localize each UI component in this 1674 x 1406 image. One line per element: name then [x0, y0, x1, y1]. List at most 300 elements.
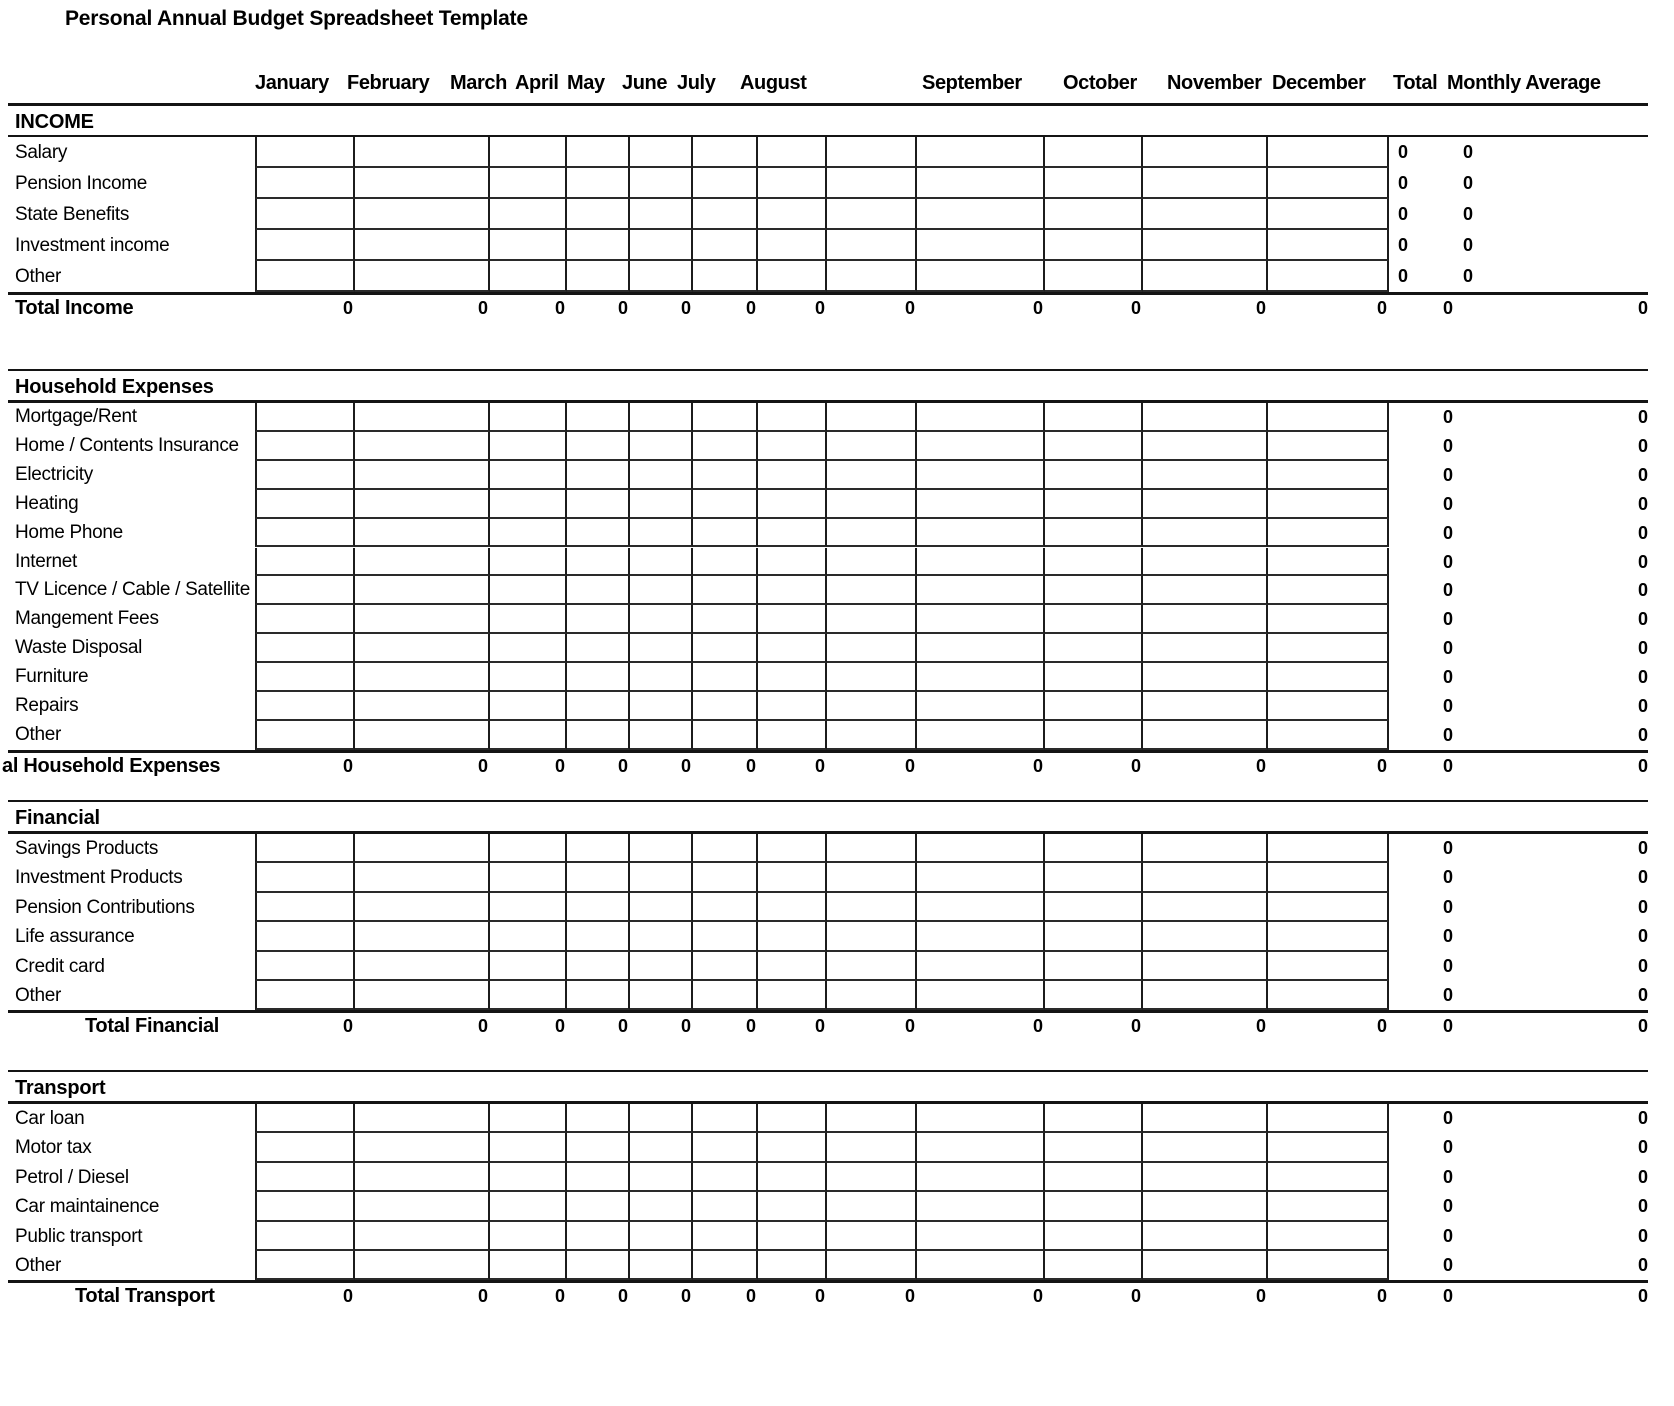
month-cell[interactable] [917, 1251, 1045, 1280]
month-cell[interactable] [490, 403, 567, 432]
month-cell[interactable] [917, 490, 1045, 519]
month-cell[interactable] [1268, 922, 1389, 951]
month-cell[interactable] [758, 634, 827, 663]
month-cell[interactable] [630, 230, 693, 261]
month-cell[interactable] [693, 199, 758, 230]
month-cell[interactable] [693, 893, 758, 922]
month-cell[interactable] [255, 893, 355, 922]
month-cell[interactable] [355, 605, 490, 634]
month-cell[interactable] [827, 137, 917, 168]
month-cell[interactable] [630, 168, 693, 199]
month-cell[interactable] [490, 1104, 567, 1133]
month-cell[interactable] [827, 692, 917, 721]
month-cell[interactable] [917, 261, 1045, 292]
month-cell[interactable] [255, 1192, 355, 1221]
month-cell[interactable] [827, 519, 917, 548]
month-cell[interactable] [567, 1192, 630, 1221]
month-cell[interactable] [255, 1251, 355, 1280]
month-cell[interactable] [1268, 692, 1389, 721]
month-cell[interactable] [1045, 548, 1143, 577]
month-cell[interactable] [917, 137, 1045, 168]
month-cell[interactable] [1268, 519, 1389, 548]
month-cell[interactable] [693, 576, 758, 605]
month-cell[interactable] [758, 1251, 827, 1280]
month-cell[interactable] [1268, 863, 1389, 892]
month-cell[interactable] [490, 1192, 567, 1221]
month-cell[interactable] [1268, 168, 1389, 199]
month-cell[interactable] [255, 1222, 355, 1251]
month-cell[interactable] [1143, 461, 1268, 490]
month-cell[interactable] [255, 168, 355, 199]
month-cell[interactable] [693, 137, 758, 168]
month-cell[interactable] [255, 432, 355, 461]
month-cell[interactable] [1143, 1133, 1268, 1162]
month-cell[interactable] [1045, 1163, 1143, 1192]
month-cell[interactable] [490, 834, 567, 863]
month-cell[interactable] [1045, 634, 1143, 663]
month-cell[interactable] [630, 692, 693, 721]
month-cell[interactable] [1268, 721, 1389, 750]
month-cell[interactable] [693, 863, 758, 892]
month-cell[interactable] [917, 721, 1045, 750]
month-cell[interactable] [758, 490, 827, 519]
month-cell[interactable] [693, 981, 758, 1010]
month-cell[interactable] [827, 1251, 917, 1280]
month-cell[interactable] [827, 834, 917, 863]
month-cell[interactable] [1045, 199, 1143, 230]
month-cell[interactable] [1143, 634, 1268, 663]
month-cell[interactable] [827, 403, 917, 432]
month-cell[interactable] [827, 893, 917, 922]
month-cell[interactable] [255, 981, 355, 1010]
month-cell[interactable] [758, 1222, 827, 1251]
month-cell[interactable] [693, 432, 758, 461]
month-cell[interactable] [355, 461, 490, 490]
month-cell[interactable] [758, 692, 827, 721]
month-cell[interactable] [758, 863, 827, 892]
month-cell[interactable] [1268, 490, 1389, 519]
month-cell[interactable] [693, 548, 758, 577]
month-cell[interactable] [490, 863, 567, 892]
month-cell[interactable] [1143, 137, 1268, 168]
month-cell[interactable] [490, 721, 567, 750]
month-cell[interactable] [1268, 634, 1389, 663]
month-cell[interactable] [827, 1163, 917, 1192]
month-cell[interactable] [1045, 1222, 1143, 1251]
month-cell[interactable] [693, 834, 758, 863]
month-cell[interactable] [1143, 199, 1268, 230]
month-cell[interactable] [355, 863, 490, 892]
month-cell[interactable] [917, 1222, 1045, 1251]
month-cell[interactable] [827, 576, 917, 605]
month-cell[interactable] [355, 403, 490, 432]
month-cell[interactable] [1143, 490, 1268, 519]
month-cell[interactable] [630, 261, 693, 292]
month-cell[interactable] [693, 692, 758, 721]
month-cell[interactable] [630, 137, 693, 168]
month-cell[interactable] [255, 692, 355, 721]
month-cell[interactable] [255, 605, 355, 634]
month-cell[interactable] [1268, 137, 1389, 168]
month-cell[interactable] [355, 1133, 490, 1162]
month-cell[interactable] [255, 230, 355, 261]
month-cell[interactable] [917, 922, 1045, 951]
month-cell[interactable] [758, 403, 827, 432]
month-cell[interactable] [1268, 834, 1389, 863]
month-cell[interactable] [355, 952, 490, 981]
month-cell[interactable] [827, 199, 917, 230]
month-cell[interactable] [255, 634, 355, 663]
month-cell[interactable] [567, 403, 630, 432]
month-cell[interactable] [630, 922, 693, 951]
month-cell[interactable] [1143, 230, 1268, 261]
month-cell[interactable] [827, 1222, 917, 1251]
month-cell[interactable] [630, 1163, 693, 1192]
month-cell[interactable] [693, 261, 758, 292]
month-cell[interactable] [827, 1133, 917, 1162]
month-cell[interactable] [355, 1251, 490, 1280]
month-cell[interactable] [758, 168, 827, 199]
month-cell[interactable] [355, 663, 490, 692]
month-cell[interactable] [693, 1104, 758, 1133]
month-cell[interactable] [490, 432, 567, 461]
month-cell[interactable] [567, 548, 630, 577]
month-cell[interactable] [630, 432, 693, 461]
month-cell[interactable] [630, 1192, 693, 1221]
month-cell[interactable] [1143, 576, 1268, 605]
month-cell[interactable] [827, 490, 917, 519]
month-cell[interactable] [758, 663, 827, 692]
month-cell[interactable] [1268, 663, 1389, 692]
month-cell[interactable] [567, 922, 630, 951]
month-cell[interactable] [1143, 605, 1268, 634]
month-cell[interactable] [1268, 1133, 1389, 1162]
month-cell[interactable] [490, 1163, 567, 1192]
month-cell[interactable] [630, 1104, 693, 1133]
month-cell[interactable] [567, 605, 630, 634]
month-cell[interactable] [355, 576, 490, 605]
month-cell[interactable] [1268, 1251, 1389, 1280]
month-cell[interactable] [630, 981, 693, 1010]
month-cell[interactable] [693, 952, 758, 981]
month-cell[interactable] [1268, 230, 1389, 261]
month-cell[interactable] [917, 576, 1045, 605]
month-cell[interactable] [630, 893, 693, 922]
month-cell[interactable] [490, 1222, 567, 1251]
month-cell[interactable] [827, 663, 917, 692]
month-cell[interactable] [1045, 1104, 1143, 1133]
month-cell[interactable] [917, 230, 1045, 261]
month-cell[interactable] [1143, 922, 1268, 951]
month-cell[interactable] [1045, 168, 1143, 199]
month-cell[interactable] [255, 137, 355, 168]
month-cell[interactable] [1045, 721, 1143, 750]
month-cell[interactable] [917, 1163, 1045, 1192]
month-cell[interactable] [490, 230, 567, 261]
month-cell[interactable] [567, 137, 630, 168]
month-cell[interactable] [758, 952, 827, 981]
month-cell[interactable] [693, 1163, 758, 1192]
month-cell[interactable] [827, 721, 917, 750]
month-cell[interactable] [630, 519, 693, 548]
month-cell[interactable] [758, 230, 827, 261]
month-cell[interactable] [490, 519, 567, 548]
month-cell[interactable] [827, 605, 917, 634]
month-cell[interactable] [355, 1163, 490, 1192]
month-cell[interactable] [917, 605, 1045, 634]
month-cell[interactable] [567, 893, 630, 922]
month-cell[interactable] [1143, 952, 1268, 981]
month-cell[interactable] [355, 548, 490, 577]
month-cell[interactable] [1045, 490, 1143, 519]
month-cell[interactable] [355, 922, 490, 951]
month-cell[interactable] [693, 721, 758, 750]
month-cell[interactable] [630, 403, 693, 432]
month-cell[interactable] [1045, 981, 1143, 1010]
month-cell[interactable] [490, 261, 567, 292]
month-cell[interactable] [1045, 863, 1143, 892]
month-cell[interactable] [255, 519, 355, 548]
month-cell[interactable] [693, 519, 758, 548]
month-cell[interactable] [567, 199, 630, 230]
month-cell[interactable] [567, 519, 630, 548]
month-cell[interactable] [1268, 403, 1389, 432]
month-cell[interactable] [355, 1104, 490, 1133]
month-cell[interactable] [255, 403, 355, 432]
month-cell[interactable] [490, 1133, 567, 1162]
month-cell[interactable] [827, 634, 917, 663]
month-cell[interactable] [355, 721, 490, 750]
month-cell[interactable] [1143, 1251, 1268, 1280]
month-cell[interactable] [1143, 432, 1268, 461]
month-cell[interactable] [255, 490, 355, 519]
month-cell[interactable] [827, 922, 917, 951]
month-cell[interactable] [1268, 576, 1389, 605]
month-cell[interactable] [827, 168, 917, 199]
month-cell[interactable] [490, 663, 567, 692]
month-cell[interactable] [630, 548, 693, 577]
month-cell[interactable] [758, 721, 827, 750]
month-cell[interactable] [490, 461, 567, 490]
month-cell[interactable] [490, 981, 567, 1010]
month-cell[interactable] [827, 230, 917, 261]
month-cell[interactable] [1268, 1163, 1389, 1192]
month-cell[interactable] [1143, 1192, 1268, 1221]
month-cell[interactable] [567, 663, 630, 692]
month-cell[interactable] [355, 230, 490, 261]
month-cell[interactable] [1268, 199, 1389, 230]
month-cell[interactable] [255, 261, 355, 292]
month-cell[interactable] [630, 490, 693, 519]
month-cell[interactable] [490, 199, 567, 230]
month-cell[interactable] [355, 168, 490, 199]
month-cell[interactable] [355, 199, 490, 230]
month-cell[interactable] [917, 1192, 1045, 1221]
month-cell[interactable] [693, 1222, 758, 1251]
month-cell[interactable] [1268, 432, 1389, 461]
month-cell[interactable] [490, 893, 567, 922]
month-cell[interactable] [1045, 834, 1143, 863]
month-cell[interactable] [567, 834, 630, 863]
month-cell[interactable] [1045, 261, 1143, 292]
month-cell[interactable] [490, 137, 567, 168]
month-cell[interactable] [1268, 1104, 1389, 1133]
month-cell[interactable] [490, 692, 567, 721]
month-cell[interactable] [567, 432, 630, 461]
month-cell[interactable] [255, 1133, 355, 1162]
month-cell[interactable] [758, 1104, 827, 1133]
month-cell[interactable] [1143, 981, 1268, 1010]
month-cell[interactable] [693, 922, 758, 951]
month-cell[interactable] [355, 893, 490, 922]
month-cell[interactable] [1045, 1251, 1143, 1280]
month-cell[interactable] [1045, 893, 1143, 922]
month-cell[interactable] [1045, 952, 1143, 981]
month-cell[interactable] [1143, 168, 1268, 199]
month-cell[interactable] [827, 981, 917, 1010]
month-cell[interactable] [917, 403, 1045, 432]
month-cell[interactable] [917, 461, 1045, 490]
month-cell[interactable] [758, 261, 827, 292]
month-cell[interactable] [1143, 403, 1268, 432]
month-cell[interactable] [1045, 137, 1143, 168]
month-cell[interactable] [1045, 519, 1143, 548]
month-cell[interactable] [567, 692, 630, 721]
month-cell[interactable] [827, 1192, 917, 1221]
month-cell[interactable] [917, 168, 1045, 199]
month-cell[interactable] [758, 1192, 827, 1221]
month-cell[interactable] [1143, 548, 1268, 577]
month-cell[interactable] [917, 981, 1045, 1010]
month-cell[interactable] [255, 834, 355, 863]
month-cell[interactable] [1268, 548, 1389, 577]
month-cell[interactable] [1045, 605, 1143, 634]
month-cell[interactable] [490, 548, 567, 577]
month-cell[interactable] [355, 834, 490, 863]
month-cell[interactable] [567, 1133, 630, 1162]
month-cell[interactable] [917, 199, 1045, 230]
month-cell[interactable] [630, 952, 693, 981]
month-cell[interactable] [355, 490, 490, 519]
month-cell[interactable] [567, 576, 630, 605]
month-cell[interactable] [630, 461, 693, 490]
month-cell[interactable] [758, 432, 827, 461]
month-cell[interactable] [1143, 863, 1268, 892]
month-cell[interactable] [917, 548, 1045, 577]
month-cell[interactable] [630, 721, 693, 750]
month-cell[interactable] [758, 461, 827, 490]
month-cell[interactable] [827, 461, 917, 490]
month-cell[interactable] [630, 576, 693, 605]
month-cell[interactable] [758, 519, 827, 548]
month-cell[interactable] [917, 692, 1045, 721]
month-cell[interactable] [1143, 261, 1268, 292]
month-cell[interactable] [917, 952, 1045, 981]
month-cell[interactable] [917, 432, 1045, 461]
month-cell[interactable] [255, 199, 355, 230]
month-cell[interactable] [255, 721, 355, 750]
month-cell[interactable] [1045, 663, 1143, 692]
month-cell[interactable] [567, 490, 630, 519]
month-cell[interactable] [490, 490, 567, 519]
month-cell[interactable] [1143, 692, 1268, 721]
month-cell[interactable] [1143, 519, 1268, 548]
month-cell[interactable] [917, 519, 1045, 548]
month-cell[interactable] [758, 834, 827, 863]
month-cell[interactable] [255, 922, 355, 951]
month-cell[interactable] [1143, 1163, 1268, 1192]
month-cell[interactable] [693, 605, 758, 634]
month-cell[interactable] [630, 1222, 693, 1251]
month-cell[interactable] [917, 1133, 1045, 1162]
month-cell[interactable] [1143, 1104, 1268, 1133]
month-cell[interactable] [255, 576, 355, 605]
month-cell[interactable] [693, 230, 758, 261]
month-cell[interactable] [567, 981, 630, 1010]
month-cell[interactable] [567, 1104, 630, 1133]
month-cell[interactable] [355, 432, 490, 461]
month-cell[interactable] [1268, 952, 1389, 981]
month-cell[interactable] [355, 1222, 490, 1251]
month-cell[interactable] [1143, 1222, 1268, 1251]
month-cell[interactable] [827, 952, 917, 981]
month-cell[interactable] [567, 1222, 630, 1251]
month-cell[interactable] [693, 403, 758, 432]
month-cell[interactable] [1045, 461, 1143, 490]
month-cell[interactable] [1045, 922, 1143, 951]
month-cell[interactable] [1268, 461, 1389, 490]
month-cell[interactable] [758, 1133, 827, 1162]
month-cell[interactable] [630, 1133, 693, 1162]
month-cell[interactable] [490, 952, 567, 981]
month-cell[interactable] [827, 548, 917, 577]
month-cell[interactable] [630, 605, 693, 634]
month-cell[interactable] [693, 1133, 758, 1162]
month-cell[interactable] [255, 663, 355, 692]
month-cell[interactable] [1268, 1222, 1389, 1251]
month-cell[interactable] [917, 634, 1045, 663]
month-cell[interactable] [630, 863, 693, 892]
month-cell[interactable] [255, 952, 355, 981]
month-cell[interactable] [567, 863, 630, 892]
month-cell[interactable] [355, 981, 490, 1010]
month-cell[interactable] [1143, 721, 1268, 750]
month-cell[interactable] [758, 893, 827, 922]
month-cell[interactable] [917, 663, 1045, 692]
month-cell[interactable] [630, 199, 693, 230]
month-cell[interactable] [827, 261, 917, 292]
month-cell[interactable] [827, 863, 917, 892]
month-cell[interactable] [1268, 1192, 1389, 1221]
month-cell[interactable] [758, 981, 827, 1010]
month-cell[interactable] [917, 893, 1045, 922]
month-cell[interactable] [758, 1163, 827, 1192]
month-cell[interactable] [758, 199, 827, 230]
month-cell[interactable] [827, 1104, 917, 1133]
month-cell[interactable] [1268, 261, 1389, 292]
month-cell[interactable] [490, 1251, 567, 1280]
month-cell[interactable] [567, 230, 630, 261]
month-cell[interactable] [355, 634, 490, 663]
month-cell[interactable] [255, 461, 355, 490]
month-cell[interactable] [255, 1104, 355, 1133]
month-cell[interactable] [758, 548, 827, 577]
month-cell[interactable] [255, 863, 355, 892]
month-cell[interactable] [1143, 834, 1268, 863]
month-cell[interactable] [490, 922, 567, 951]
month-cell[interactable] [693, 634, 758, 663]
month-cell[interactable] [630, 1251, 693, 1280]
